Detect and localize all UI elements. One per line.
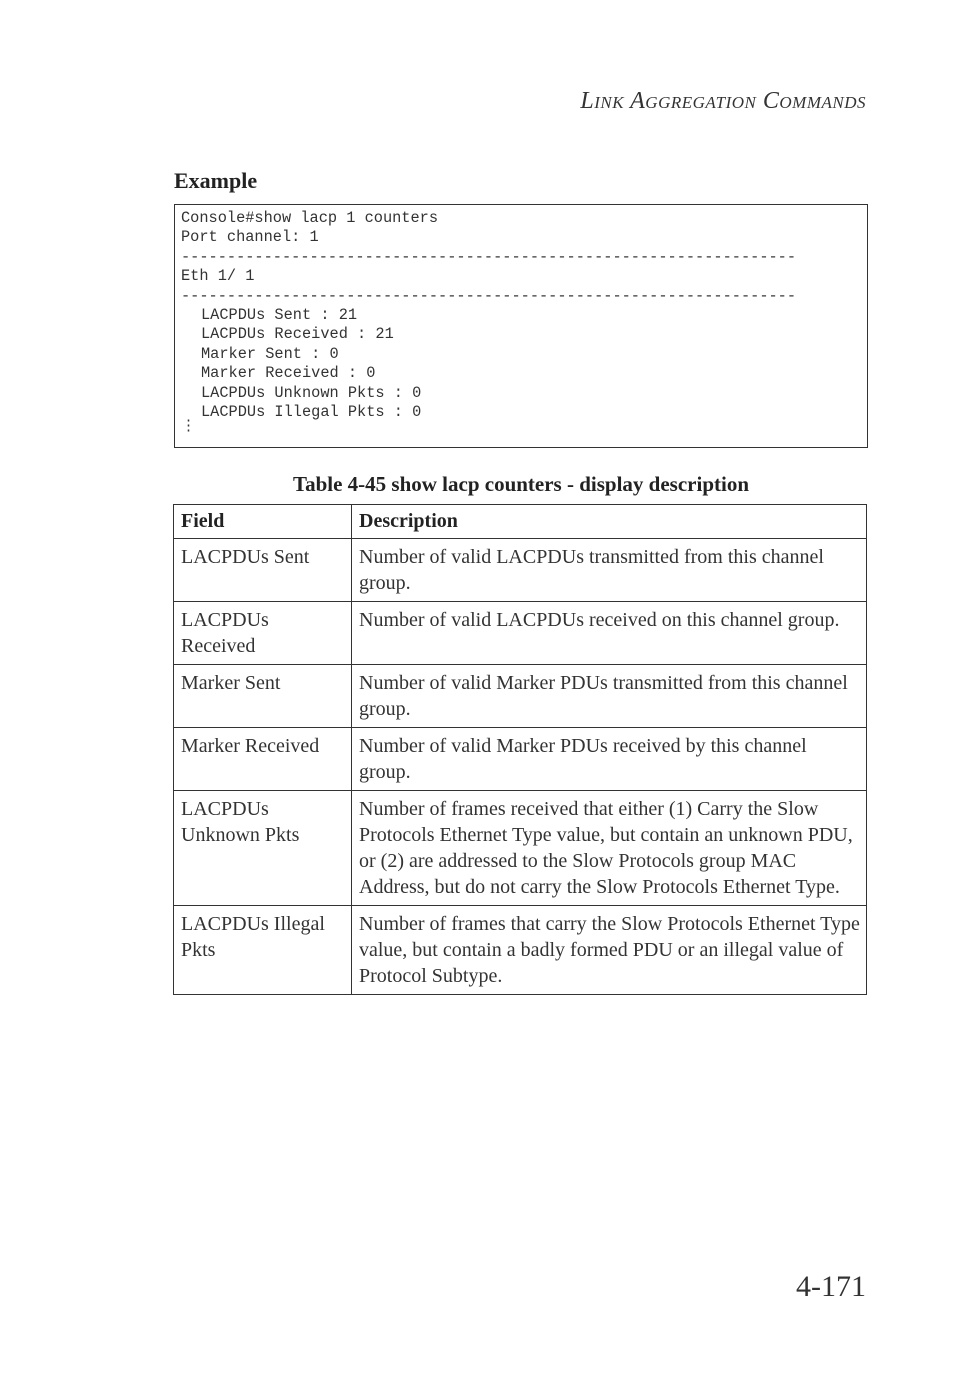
description-cell: Number of frames that carry the Slow Protocols Ethernet Type value, but contain a badly formed PDU or an illegal value of Protocol Subtype. (352, 906, 867, 995)
table-row (174, 791, 867, 906)
code-line: LACPDUs Unknown Pkts : 0 (201, 383, 422, 402)
description-cell: Number of valid LACPDUs received on this channel group. (352, 602, 867, 665)
table-row (174, 728, 867, 791)
code-line: Port channel: 1 (181, 228, 319, 247)
field-cell: LACPDUs Unknown Pkts (174, 791, 352, 906)
code-line: Marker Sent : 0 (201, 344, 339, 363)
table-header-row (174, 505, 867, 539)
code-line: Console#show lacp 1 counters (181, 209, 439, 227)
field-cell: LACPDUs Sent (174, 539, 352, 602)
description-table (173, 504, 867, 995)
field-cell: LACPDUs Received (174, 602, 352, 665)
code-separator: ------------------------------------------------------------------- (181, 286, 797, 305)
table-row (174, 539, 867, 602)
vertical-ellipsis: ⋮ (181, 418, 196, 436)
table-row (174, 906, 867, 995)
description-cell: Number of valid LACPDUs transmitted from this channel group. (352, 539, 867, 602)
table-row (174, 665, 867, 728)
header-description: Description (352, 505, 867, 539)
code-separator: ------------------------------------------------------------------- (181, 247, 797, 266)
table-caption: Table 4-45 show lacp counters - display description (292, 472, 750, 496)
code-line: LACPDUs Sent : 21 (201, 306, 358, 325)
field-cell: LACPDUs Illegal Pkts (174, 906, 352, 995)
description-cell: Number of valid Marker PDUs received by this channel group. (352, 728, 867, 791)
running-head: Link Aggregation Commands (580, 88, 866, 114)
page-number: 4-171 (796, 1270, 866, 1303)
code-line: LACPDUs Received : 21 (201, 325, 394, 344)
field-cell: Marker Sent (174, 665, 352, 728)
code-line: LACPDUs Illegal Pkts : 0 (201, 403, 422, 422)
description-cell: Number of valid Marker PDUs transmitted from this channel group. (352, 665, 867, 728)
table-row (174, 602, 867, 665)
code-line: Eth 1/ 1 (181, 267, 255, 286)
code-example (174, 204, 868, 448)
field-cell: Marker Received (174, 728, 352, 791)
example-heading: Example (174, 168, 258, 193)
code-line: Marker Received : 0 (201, 364, 376, 383)
description-cell: Number of frames received that either (1) Carry the Slow Protocols Ethernet Type value, but contain an unknown PDU, or (2) are addressed to the Slow Protocols group MAC Address, but do not carry the Slow Protocols Ethernet Type. (352, 791, 867, 906)
header-field: Field (174, 505, 352, 539)
